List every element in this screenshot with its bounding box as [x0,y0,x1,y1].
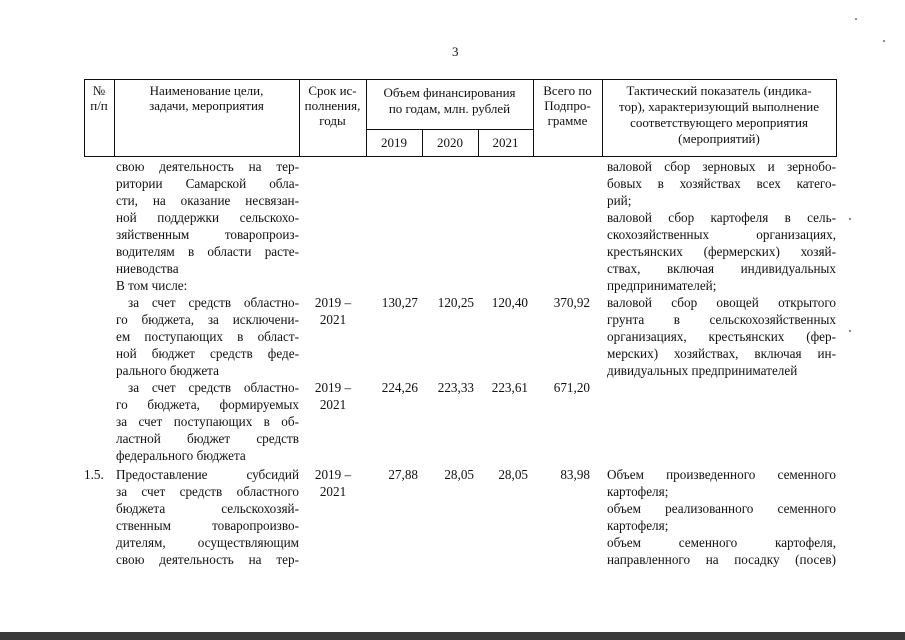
value-2020: 120,25 [437,295,474,310]
indicator-line: картофеля; [607,484,669,499]
row-number: 1.5. [84,467,104,482]
header-rule-bottom [84,156,837,157]
scan-speck [849,330,851,332]
name-line: зяйственным товаропроиз- [116,227,299,242]
name-line: дителям, осуществляющим [116,535,299,550]
name-line: ной бюджет средств феде- [116,346,299,361]
value-total: 671,20 [553,380,590,395]
name-line: водителям в области расте- [116,244,299,259]
name-line: свою деятельность на тер- [116,552,299,567]
name-line: за счет поступающих в об- [116,414,299,429]
indicator-line: организациях, крестьянских (фер- [607,329,836,344]
indicator-line: ствах, включая индивидуальных [607,261,836,276]
scan-speck [883,40,885,42]
name-line: Предоставление субсидий [116,467,299,482]
indicator-line: бовых в хозяйствах всех катего- [607,176,836,191]
indicator-line: валовой сбор зерновых и зернобо- [607,159,836,174]
indicator-line: дивидуальных предпринимателей [607,363,798,378]
header-funding: Объем финансирования по годам, млн. рублей [383,85,516,116]
funding-table [84,79,837,639]
value-2020: 28,05 [444,467,474,482]
name-line: го бюджета, за исключени- [116,312,299,327]
name-line: ственным товаропроизво- [116,518,299,533]
indicator-line: рий; [607,193,632,208]
header-year-2021: 2021 [492,135,519,150]
term-cell: 2019 – 2021 [314,380,352,412]
name-line: ластной бюджет средств [116,431,299,446]
page-number: 3 [452,44,459,59]
scan-speck [849,218,851,220]
name-line: свою деятельность на тер- [116,159,299,174]
name-line: В том числе: [116,278,188,293]
value-2019: 224,26 [381,380,418,395]
indicator-line: направленного на посадку (посев) [607,552,836,567]
name-line: федерального бюджета [116,448,246,463]
value-total: 370,92 [553,295,590,310]
table-rule-top [84,79,837,80]
scan-speck [855,18,857,20]
indicator-line: объем семенного картофеля, [607,535,836,550]
indicator-line: мерских) хозяйствах, включая ин- [607,346,836,361]
header-year-2020: 2020 [437,135,463,150]
header-year-2019: 2019 [381,135,407,150]
indicator-line: картофеля; [607,518,669,533]
value-2019: 27,88 [388,467,418,482]
header-name: Наименование цели, задачи, мероприятия [149,83,264,113]
name-line: бюджета сельскохозяй- [116,501,299,516]
col-rule [836,79,837,157]
term-cell: 2019 – 2021 [314,467,352,499]
value-2021: 28,05 [498,467,528,482]
value-2020: 223,33 [437,380,474,395]
value-2019: 130,27 [381,295,418,310]
name-line: ем поступающих в област- [116,329,299,344]
header-indicator: Тактический показатель (индика- тор), характеризующий выполнение соответствующего мероприятия (мероприятий) [618,83,820,146]
name-line: за счет средств областно- [128,380,299,395]
name-line: ритории Самарской обла- [116,176,299,191]
name-line: сти, на оказание несвязан- [116,193,299,208]
value-2021: 223,61 [491,380,528,395]
name-line: ной поддержки сельскохо- [116,210,299,225]
indicator-line: объем реализованного семенного [607,501,836,516]
name-line: за счет средств областного [116,484,299,499]
name-line: ниеводства [116,261,179,276]
header-total: Всего по Подпро- грамме [543,83,592,128]
indicator-line: Объем произведенного семенного [607,467,836,482]
years-rule [366,129,533,130]
indicator-line: предпринимателей; [607,278,717,293]
header-term: Срок ис- полнения, годы [304,83,361,128]
name-line: за счет средств областно- [128,295,299,310]
indicator-line: скохозяйственных организациях, [607,227,836,242]
name-line: го бюджета, формируемых [116,397,299,412]
indicator-line: крестьянских (фермерских) хозяй- [607,244,836,259]
term-cell: 2019 – 2021 [314,295,352,327]
indicator-line: валовой сбор овощей открытого [607,295,836,310]
name-line: рального бюджета [116,363,219,378]
indicator-line: валовой сбор картофеля в сель- [607,210,836,225]
indicator-line: грунта в сельскохозяйственных [607,312,836,327]
value-total: 83,98 [560,467,590,482]
value-2021: 120,40 [491,295,528,310]
header-no: № п/п [90,83,108,113]
